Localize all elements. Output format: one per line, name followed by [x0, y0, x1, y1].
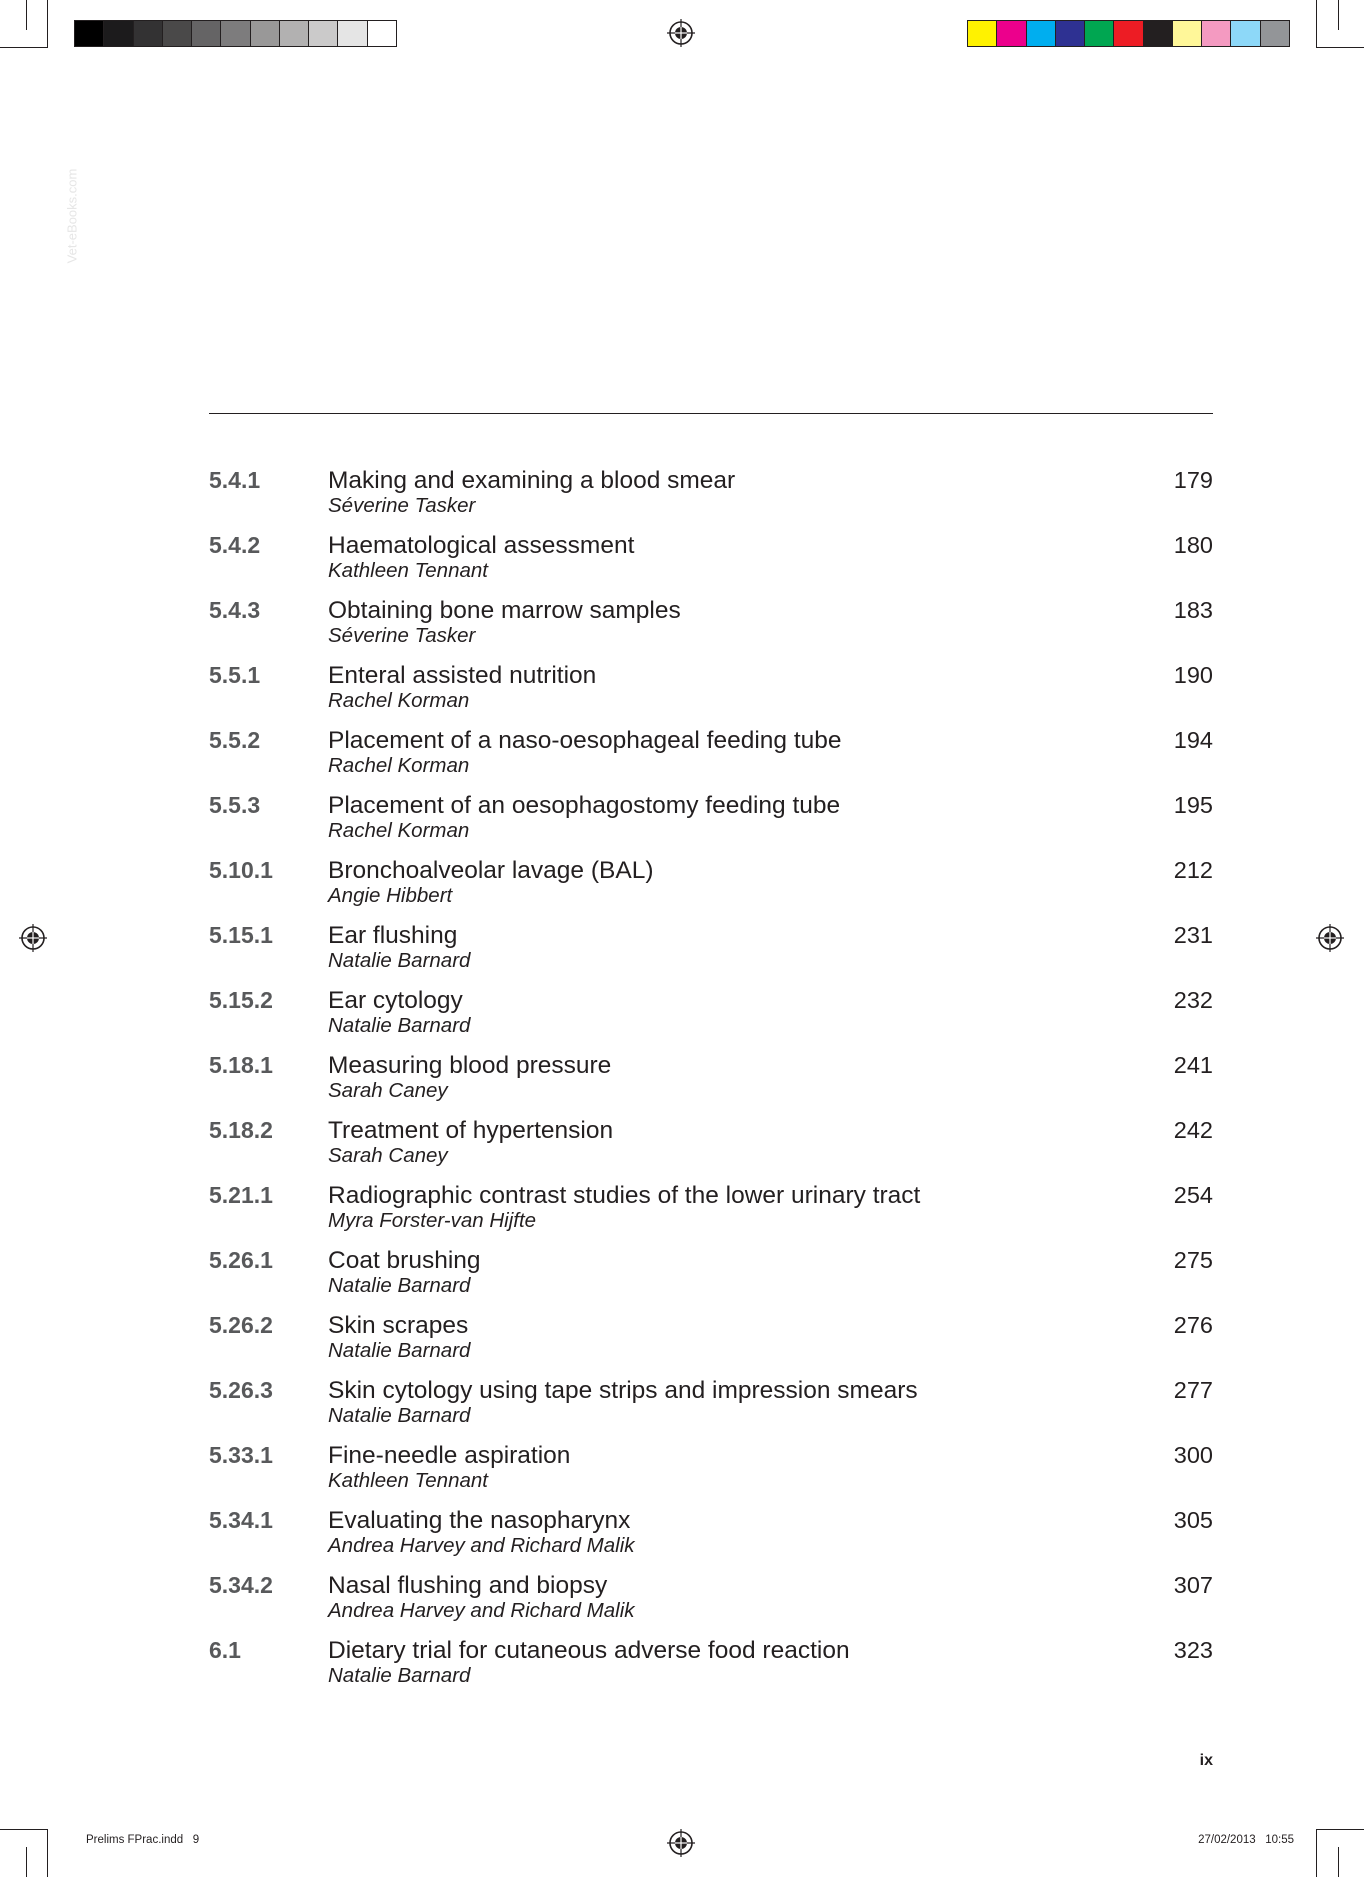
entry-page-number: 231 [1173, 922, 1213, 948]
entry-page-number: 232 [1173, 987, 1213, 1013]
section-number: 6.1 [209, 1637, 241, 1663]
color-swatch [1144, 21, 1173, 46]
entry-page-number: 277 [1173, 1377, 1213, 1403]
color-swatch [1056, 21, 1085, 46]
entry-page-number: 254 [1173, 1182, 1213, 1208]
color-swatch [163, 21, 192, 46]
entry-title: Fine-needle aspiration [328, 1442, 571, 1469]
entry-title: Radiographic contrast studies of the lower urinary tract [328, 1182, 921, 1209]
entry-title: Ear flushing [328, 922, 458, 949]
toc-entry [209, 1572, 1213, 1637]
color-swatch [1173, 21, 1202, 46]
watermark: Vet-eBooks.com [64, 168, 80, 264]
section-number: 5.33.1 [209, 1442, 273, 1468]
color-swatch [251, 21, 280, 46]
entry-title: Making and examining a blood smear [328, 467, 736, 494]
section-number: 5.34.1 [209, 1507, 273, 1533]
section-number: 5.10.1 [209, 857, 273, 883]
entry-title: Placement of an oesophagostomy feeding tube [328, 792, 841, 819]
toc-entry [209, 727, 1213, 792]
crop-mark [47, 1829, 48, 1877]
toc-entry [209, 662, 1213, 727]
color-bar [967, 20, 1290, 47]
contents-list [209, 467, 1213, 1702]
color-swatch [104, 21, 133, 46]
crop-mark [26, 1847, 27, 1877]
entry-page-number: 183 [1173, 597, 1213, 623]
entry-title: Measuring blood pressure [328, 1052, 612, 1079]
entry-author: Natalie Barnard [328, 1664, 471, 1687]
section-number: 5.18.1 [209, 1052, 273, 1078]
registration-mark-icon [667, 1829, 695, 1857]
entry-author: Natalie Barnard [328, 949, 471, 972]
page-number: ix [1199, 1752, 1213, 1769]
entry-title: Skin scrapes [328, 1312, 469, 1339]
crop-mark [1338, 1847, 1339, 1877]
toc-entry [209, 922, 1213, 987]
section-number: 5.15.1 [209, 922, 273, 948]
entry-title: Dietary trial for cutaneous adverse food reaction [328, 1637, 850, 1664]
entry-title: Nasal flushing and biopsy [328, 1572, 608, 1599]
color-swatch [968, 21, 997, 46]
entry-author: Séverine Tasker [328, 494, 476, 517]
color-swatch [1202, 21, 1231, 46]
entry-page-number: 307 [1173, 1572, 1213, 1598]
entry-title: Bronchoalveolar lavage (BAL) [328, 857, 654, 884]
entry-author: Angie Hibbert [328, 884, 453, 907]
crop-mark [47, 0, 48, 48]
entry-title: Haematological assessment [328, 532, 635, 559]
entry-title: Evaluating the nasopharynx [328, 1507, 631, 1534]
crop-mark [26, 0, 27, 30]
entry-author: Sarah Caney [328, 1144, 448, 1167]
registration-mark-icon [19, 924, 47, 952]
entry-author: Natalie Barnard [328, 1339, 471, 1362]
section-number: 5.26.2 [209, 1312, 273, 1338]
entry-author: Séverine Tasker [328, 624, 476, 647]
entry-author: Myra Forster-van Hijfte [328, 1209, 537, 1232]
entry-author: Natalie Barnard [328, 1014, 471, 1037]
entry-title: Placement of a naso-oesophageal feeding tube [328, 727, 842, 754]
section-number: 5.26.1 [209, 1247, 273, 1273]
section-number: 5.26.3 [209, 1377, 273, 1403]
toc-entry [209, 857, 1213, 922]
entry-title: Treatment of hypertension [328, 1117, 614, 1144]
section-number: 5.15.2 [209, 987, 273, 1013]
crop-mark [0, 47, 48, 48]
entry-author: Natalie Barnard [328, 1274, 471, 1297]
entry-author: Rachel Korman [328, 754, 470, 777]
section-number: 5.18.2 [209, 1117, 273, 1143]
header-rule [209, 413, 1213, 414]
toc-entry [209, 597, 1213, 662]
toc-entry [209, 1312, 1213, 1377]
toc-entry [209, 1442, 1213, 1507]
crop-mark [1316, 47, 1364, 48]
crop-mark [0, 1829, 48, 1830]
color-swatch [221, 21, 250, 46]
color-swatch [309, 21, 338, 46]
entry-author: Natalie Barnard [328, 1404, 471, 1427]
entry-page-number: 179 [1173, 467, 1213, 493]
crop-mark [1338, 0, 1339, 30]
entry-title: Coat brushing [328, 1247, 481, 1274]
section-number: 5.5.3 [209, 792, 261, 818]
toc-entry [209, 1117, 1213, 1182]
section-number: 5.21.1 [209, 1182, 273, 1208]
registration-mark-icon [1316, 924, 1344, 952]
toc-entry [209, 532, 1213, 597]
color-swatch [1231, 21, 1260, 46]
section-number: 5.5.1 [209, 662, 261, 688]
entry-page-number: 194 [1173, 727, 1213, 753]
entry-page-number: 212 [1173, 857, 1213, 883]
entry-page-number: 300 [1173, 1442, 1213, 1468]
entry-page-number: 190 [1173, 662, 1213, 688]
toc-entry [209, 987, 1213, 1052]
toc-entry [209, 1182, 1213, 1247]
slug-timestamp: 27/02/2013 10:55 [1198, 1834, 1294, 1846]
entry-author: Andrea Harvey and Richard Malik [328, 1599, 635, 1622]
color-swatch [338, 21, 367, 46]
color-swatch [1027, 21, 1056, 46]
color-swatch [134, 21, 163, 46]
section-number: 5.34.2 [209, 1572, 273, 1598]
entry-author: Rachel Korman [328, 819, 470, 842]
entry-title: Ear cytology [328, 987, 463, 1014]
entry-title: Obtaining bone marrow samples [328, 597, 681, 624]
entry-page-number: 241 [1173, 1052, 1213, 1078]
entry-author: Rachel Korman [328, 689, 470, 712]
entry-title: Skin cytology using tape strips and impression smears [328, 1377, 918, 1404]
toc-entry [209, 792, 1213, 857]
entry-author: Sarah Caney [328, 1079, 448, 1102]
entry-page-number: 323 [1173, 1637, 1213, 1663]
entry-page-number: 275 [1173, 1247, 1213, 1273]
entry-author: Kathleen Tennant [328, 1469, 488, 1492]
slug-filename: Prelims FPrac.indd 9 [86, 1834, 200, 1846]
toc-entry [209, 1052, 1213, 1117]
color-swatch [75, 21, 104, 46]
toc-entry [209, 467, 1213, 532]
crop-mark [1316, 1829, 1364, 1830]
color-swatch [1085, 21, 1114, 46]
entry-page-number: 276 [1173, 1312, 1213, 1338]
color-swatch [997, 21, 1026, 46]
toc-entry [209, 1507, 1213, 1572]
section-number: 5.4.1 [209, 467, 261, 493]
entry-page-number: 305 [1173, 1507, 1213, 1533]
entry-page-number: 242 [1173, 1117, 1213, 1143]
color-swatch [368, 21, 396, 46]
section-number: 5.4.2 [209, 532, 261, 558]
entry-page-number: 180 [1173, 532, 1213, 558]
toc-entry [209, 1247, 1213, 1312]
entry-author: Andrea Harvey and Richard Malik [328, 1534, 635, 1557]
color-swatch [1261, 21, 1289, 46]
section-number: 5.4.3 [209, 597, 261, 623]
color-swatch [192, 21, 221, 46]
section-number: 5.5.2 [209, 727, 261, 753]
registration-mark-icon [667, 19, 695, 47]
toc-entry [209, 1637, 1213, 1702]
crop-mark [1316, 0, 1317, 48]
crop-mark [1316, 1829, 1317, 1877]
toc-entry [209, 1377, 1213, 1442]
entry-page-number: 195 [1173, 792, 1213, 818]
color-swatch [280, 21, 309, 46]
entry-author: Kathleen Tennant [328, 559, 488, 582]
entry-title: Enteral assisted nutrition [328, 662, 597, 689]
grayscale-bar [74, 20, 397, 47]
color-swatch [1114, 21, 1143, 46]
